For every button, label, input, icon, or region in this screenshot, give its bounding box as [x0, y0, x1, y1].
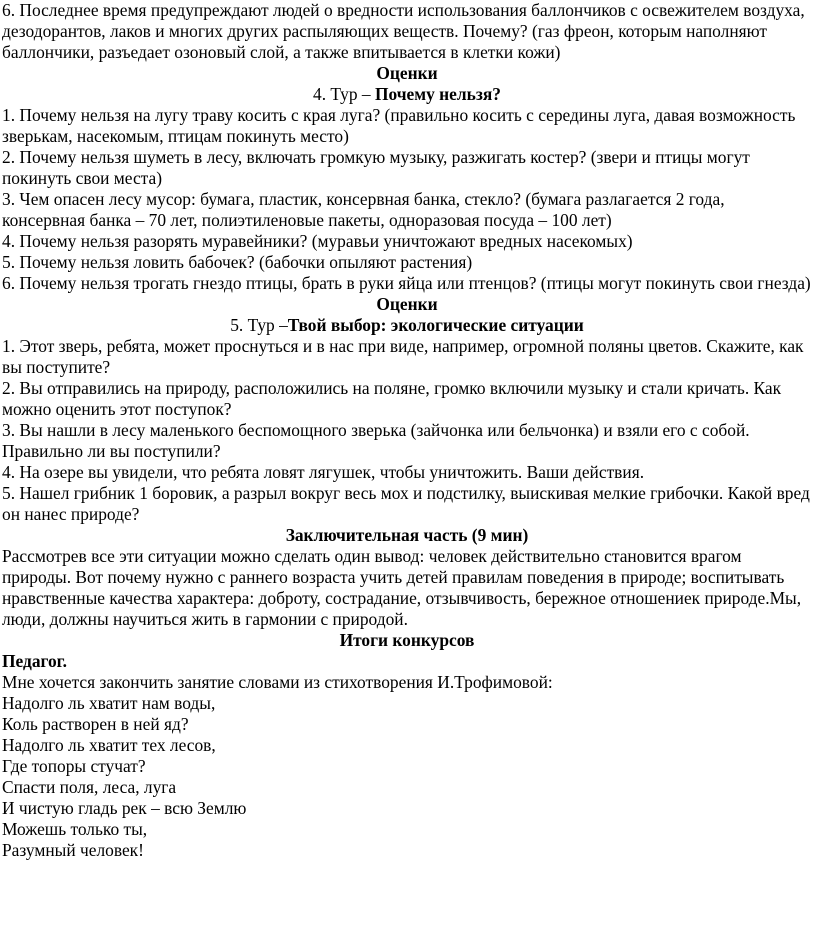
- poem-line: Надолго ль хватит тех лесов,: [2, 735, 216, 755]
- final-part-text: Рассмотрев все эти ситуации можно сделать один вывод: человек действительно становится врагом природы. Вот почему нужно с раннего возраста учить детей правилам поведения в природе; воспитывать нравственные качества характера: доброту, сострадание, отзывчивость, бережное отношениек природе.Мы, люди, должны научиться жить в гармонии с природой.: [2, 546, 802, 629]
- round-4-title: Почему нельзя?: [374, 84, 501, 104]
- round-5-question: 5. Нашел грибник 1 боровик, а разрыл вокруг весь мох и подстилку, выискивая мелкие грибочки. Какой вред он нанес природе?: [2, 483, 810, 524]
- question-6-freon: 6. Последнее время предупреждают людей о вредности использования баллончиков с освежителем воздуха, дезодорантов, лаков и многих других распыляющих веществ. Почему? (газ фреон, которым наполняют баллончики, разъедает озоновый слой, а также впитывается в клетки кожи): [2, 0, 805, 62]
- round-4-question: 5. Почему нельзя ловить бабочек? (бабочки опыляют растения): [2, 252, 473, 272]
- poem-line: Коль растворен в ней яд?: [2, 714, 189, 734]
- poem-line: Разумный человек!: [2, 840, 144, 860]
- round-4-question: 1. Почему нельзя на лугу траву косить с края луга? (правильно косить с середины луга, давая возможность зверькам, насекомым, птицам покинуть место): [2, 105, 796, 146]
- round-5-prefix: 5. Тур –: [230, 315, 288, 335]
- round-5-heading: [2, 315, 812, 336]
- scores-heading-2: Оценки: [376, 294, 438, 314]
- poem-line: Надолго ль хватит нам воды,: [2, 693, 216, 713]
- teacher-intro: Мне хочется закончить занятие словами из стихотворения И.Трофимовой:: [2, 672, 553, 692]
- poem-line: Можешь только ты,: [2, 819, 148, 839]
- round-4-heading: [2, 84, 812, 105]
- round-4-question: 6. Почему нельзя трогать гнездо птицы, брать в руки яйца или птенцов? (птицы могут покинуть свои гнезда): [2, 273, 811, 293]
- round-4-prefix: 4. Тур –: [313, 84, 375, 104]
- round-5-title: Твой выбор: экологические ситуации: [287, 315, 584, 335]
- round-5-question: 3. Вы нашли в лесу маленького беспомощного зверька (зайчонка или бельчонка) и взяли его с собой. Правильно ли вы поступили?: [2, 420, 750, 461]
- round-5-question: 1. Этот зверь, ребята, может проснуться и в нас при виде, например, огромной поляны цветов. Скажите, как вы поступите?: [2, 336, 804, 377]
- poem-line: Спасти поля, леса, луга: [2, 777, 177, 797]
- round-4-question: 4. Почему нельзя разорять муравейники? (муравьи уничтожают вредных насекомых): [2, 231, 633, 251]
- results-heading: Итоги конкурсов: [339, 630, 475, 650]
- poem-line: И чистую гладь рек – всю Землю: [2, 798, 247, 818]
- round-4-question: 3. Чем опасен лесу мусор: бумага, пластик, консервная банка, стекло? (бумага разлагается 2 года, консервная банка – 70 лет, полиэтиленовые пакеты, одноразовая посуда – 100 лет): [2, 189, 725, 230]
- final-part-heading: Заключительная часть (9 мин): [285, 525, 529, 545]
- teacher-label: Педагог.: [2, 651, 67, 671]
- round-5-question: 4. На озере вы увидели, что ребята ловят лягушек, чтобы уничтожить. Ваши действия.: [2, 462, 645, 482]
- round-4-question: 2. Почему нельзя шуметь в лесу, включать громкую музыку, разжигать костер? (звери и птицы могут покинуть свои места): [2, 147, 750, 188]
- poem-line: Где топоры стучат?: [2, 756, 146, 776]
- scores-heading: Оценки: [376, 63, 438, 83]
- round-5-question: 2. Вы отправились на природу, расположились на поляне, громко включили музыку и стали кричать. Как можно оценить этот поступок?: [2, 378, 782, 419]
